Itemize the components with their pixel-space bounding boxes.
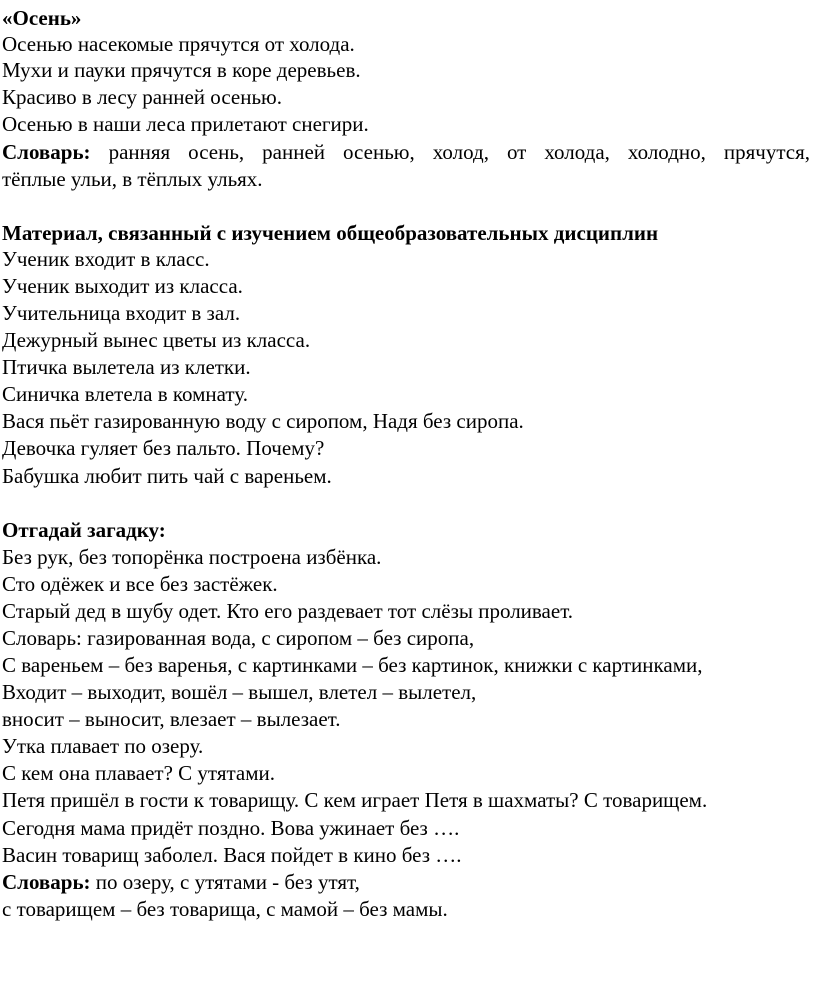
- text-line: Ученик входит в класс.: [2, 247, 210, 271]
- vocab-text-continued: тёплые ульи, в тёплых ульях.: [2, 167, 263, 191]
- text-line: Без рук, без топорёнка построена избёнка.: [2, 545, 382, 569]
- text-line: Учительница входит в зал.: [2, 301, 241, 325]
- text-line: Ученик выходит из класса.: [2, 274, 243, 298]
- section-title-autumn: «Осень»: [2, 6, 82, 30]
- text-line: вносит – выносит, влезает – вылезает.: [2, 707, 341, 731]
- text-line: Красиво в лесу ранней осенью.: [2, 85, 282, 109]
- text-line: Дежурный вынес цветы из класса.: [2, 328, 311, 352]
- text-line: Бабушка любит пить чай с вареньем.: [2, 464, 332, 488]
- text-line: Петя пришёл в гости к товарищу. С кем играет Петя в шахматы? С товарищем.: [2, 788, 708, 812]
- vocab-text: по озеру, с утятами - без утят,: [95, 870, 360, 894]
- text-line: Осенью насекомые прячутся от холода.: [2, 32, 355, 56]
- text-line: Птичка вылетела из клетки.: [2, 355, 251, 379]
- text-line: Девочка гуляет без пальто. Почему?: [2, 436, 325, 460]
- text-line: С вареньем – без варенья, с картинками – без картинок, книжки с картинками,: [2, 653, 703, 677]
- text-line: Входит – выходит, вошёл – вышел, влетел – вылетел,: [2, 680, 477, 704]
- vocab-line: [2, 139, 810, 165]
- section-title-riddle: Отгадай загадку:: [2, 518, 166, 542]
- text-line: Сегодня мама придёт поздно. Вова ужинает без ….: [2, 816, 460, 840]
- text-line: С кем она плавает? С утятами.: [2, 761, 276, 785]
- vocab-line: [2, 869, 360, 895]
- text-line: Старый дед в шубу одет. Кто его раздевает тот слёзы проливает.: [2, 599, 574, 623]
- text-line: Сто одёжек и все без застёжек.: [2, 572, 278, 596]
- vocab-text-continued: с товарищем – без товарища, с мамой – без мамы.: [2, 897, 448, 921]
- section-title-material: Материал, связанный с изучением общеобразовательных дисциплин: [2, 221, 659, 245]
- text-line: Вася пьёт газированную воду с сиропом, Надя без сиропа.: [2, 409, 524, 433]
- text-line: Синичка влетела в комнату.: [2, 382, 248, 406]
- vocab-text: ранняя осень, ранней осенью, холод, от холода, холодно, прячутся,: [108, 140, 811, 164]
- vocab-label: Словарь:: [2, 870, 91, 894]
- text-line: Васин товарищ заболел. Вася пойдет в кино без ….: [2, 843, 462, 867]
- text-line: Утка плавает по озеру.: [2, 734, 204, 758]
- text-line: Осенью в наши леса прилетают снегири.: [2, 112, 369, 136]
- vocab-label: Словарь:: [2, 140, 91, 164]
- text-line: Словарь: газированная вода, с сиропом – без сиропа,: [2, 626, 475, 650]
- text-line: Мухи и пауки прячутся в коре деревьев.: [2, 58, 361, 82]
